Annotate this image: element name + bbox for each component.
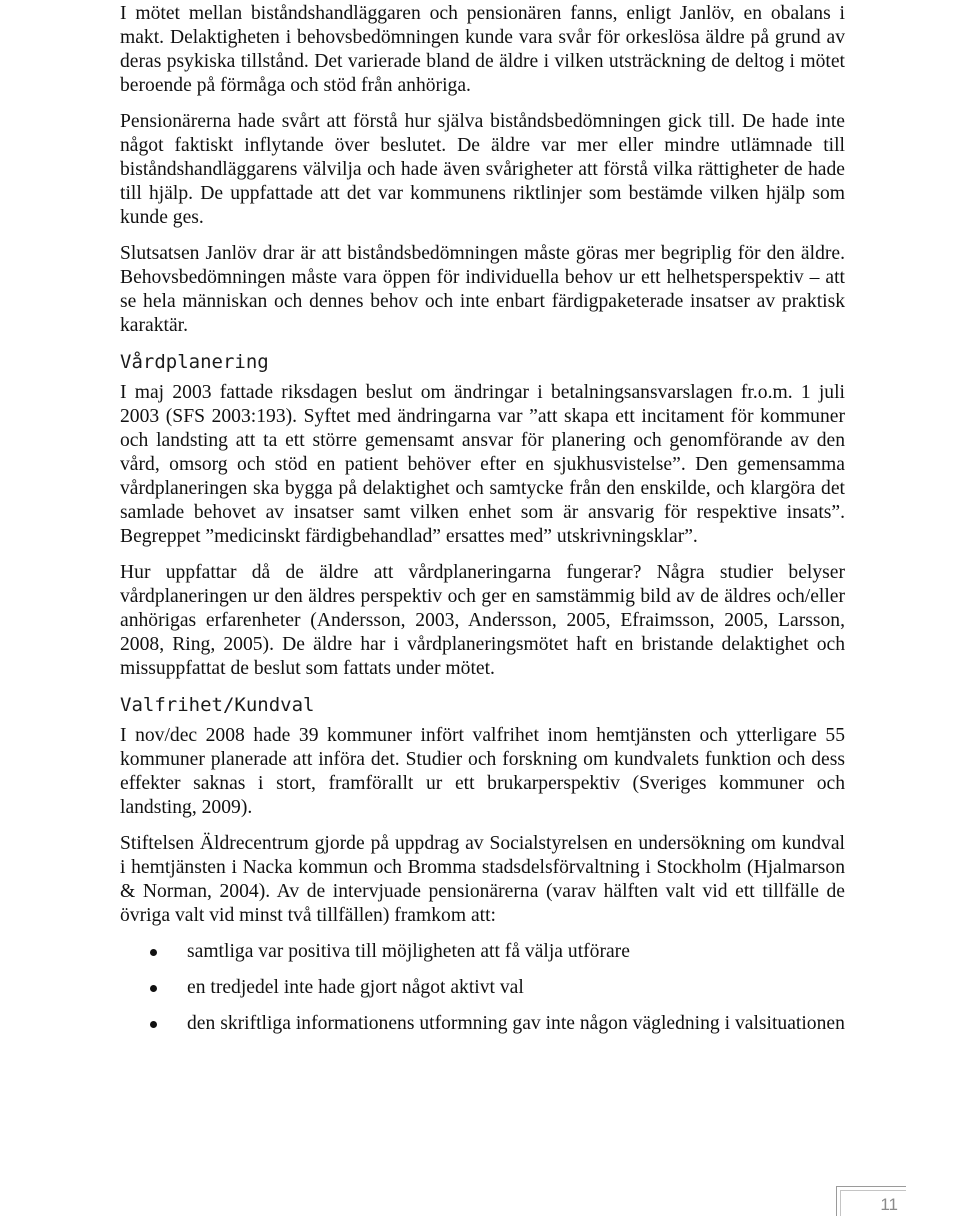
list-item	[120, 1012, 845, 1036]
heading-valfrihet-kundval: Valfrihet/Kundval	[120, 694, 315, 716]
list-item-text: den skriftliga informationens utformning gav inte någon vägledning i valsituationen	[187, 1013, 845, 1034]
list-item-text: en tredjedel inte hade gjort något aktivt val	[187, 977, 524, 998]
list-item	[120, 976, 845, 1000]
paragraph-vardplaneringar: Hur uppfattar då de äldre att vårdplaneringarna fungerar? Några studier belyser vårdplaneringen ur den äldres perspektiv och ger en samstämmig bild av de äldres och/eller anhörigas erfarenheter (Andersson, 2003, Andersson, 2005, Efraimsson, 2005, Larsson, 2008, Ring, 2005). De äldre har i vårdplaneringsmötet haft en bristande delaktighet och missuppfattat de beslut som fattats under mötet.	[120, 562, 845, 679]
bullet-icon	[150, 949, 157, 956]
page-number: 11	[880, 1195, 898, 1214]
paragraph-makt: I mötet mellan biståndshandläggaren och pensionären fanns, enligt Janlöv, en obalans i makt. Delaktigheten i behovsbedömningen kunde vara svår för orkeslösa äldre på grund av deras psykiska tillstånd. Det varierade bland de äldre i vilken utsträckning de deltog i mötet beroende på förmåga och stöd från anhöriga.	[120, 3, 845, 96]
list-item-text: samtliga var positiva till möjligheten att få välja utförare	[187, 941, 630, 962]
paragraph-bistandsbedomning: Pensionärerna hade svårt att förstå hur själva biståndsbedömningen gick till. De hade inte något faktiskt inflytande över beslutet. De äldre var mer eller mindre utlämnade till biståndshandläggarens välvilja och hade även svårigheter att förstå vilka rättigheter de hade till hjälp. De uppfattade att det var kommunens riktlinjer som bestämde vilken hjälp som kunde ges.	[120, 111, 845, 228]
paragraph-kommuner-valfrihet: I nov/dec 2008 hade 39 kommuner infört valfrihet inom hemtjänsten och ytterligare 55 kommuner planerade att införa det. Studier och forskning om kundvalets funktion och dess effekter saknas i stort, framförallt ur ett brukarperspektiv (Sveriges kommuner och landsting, 2009).	[120, 725, 845, 818]
page-number-box	[836, 1186, 906, 1216]
list-item	[120, 940, 845, 964]
paragraph-slutsats: Slutsatsen Janlöv drar är att biståndsbedömningen måste göras mer begriplig för den äldre. Behovsbedömningen måste vara öppen för individuella behov ur ett helhetsperspektiv – att se hela människan och dennes behov och inte enbart färdigpaketerade insatser av praktisk karaktär.	[120, 243, 845, 336]
heading-vardplanering: Vårdplanering	[120, 351, 269, 373]
document-page	[120, 0, 845, 1036]
bullet-icon	[150, 985, 157, 992]
paragraph-aldrecentrum: Stiftelsen Äldrecentrum gjorde på uppdrag av Socialstyrelsen en undersökning om kundval i hemtjänsten i Nacka kommun och Bromma stadsdelsförvaltning i Stockholm (Hjalmarson & Norman, 2004). Av de intervjuade pensionärerna (varav hälften valt vid ett tillfälle de övriga valt vid minst två tillfällen) framkom att:	[120, 833, 845, 926]
paragraph-riksdagen: I maj 2003 fattade riksdagen beslut om ändringar i betalningsansvarslagen fr.o.m. 1 juli 2003 (SFS 2003:193). Syftet med ändringarna var ”att skapa ett incitament för kommuner och landsting att ta ett större gemensamt ansvar för planering och genomförande av den vård, omsorg och stöd en patient behöver efter en sjukhusvistelse”. Den gemensamma vårdplaneringen ska bygga på delaktighet och samtycke från den enskilde, och klargöra det samlade behovet av insatser samt vilken enhet som är ansvarig för respektive insats”. Begreppet ”medicinskt färdigbehandlad” ersattes med” utskrivningsklar”.	[120, 382, 845, 547]
bullet-icon	[150, 1021, 157, 1028]
findings-list	[120, 940, 845, 1036]
